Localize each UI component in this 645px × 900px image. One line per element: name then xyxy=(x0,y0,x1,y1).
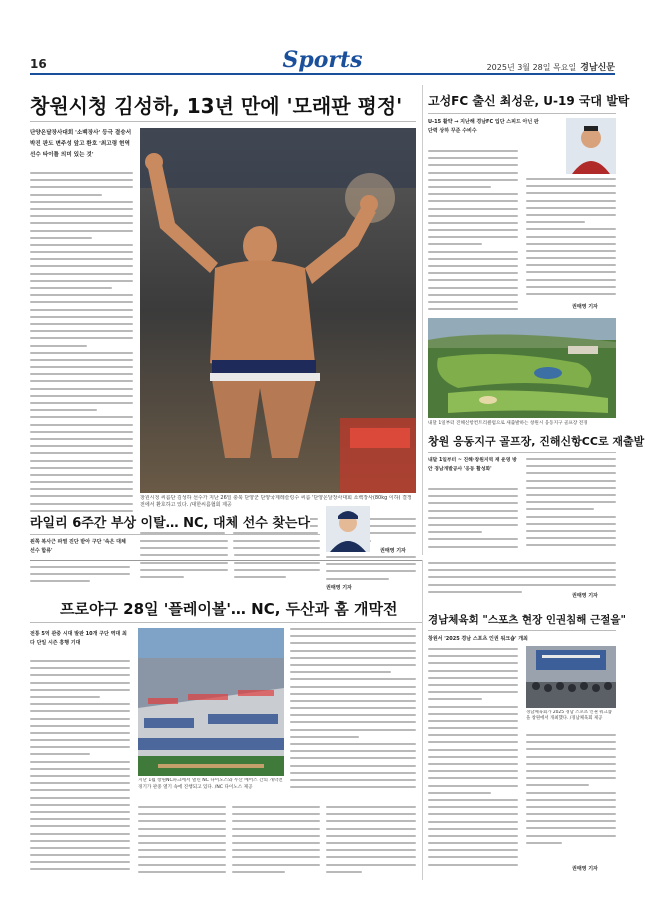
article5-rule xyxy=(30,622,422,623)
article5-subtitle: 전통 5억 관중 시대 발판 10개 구단 역대 최다 단일 시즌 흥행 기대 xyxy=(30,631,127,646)
article3-byline: 권태영 기자 xyxy=(326,585,352,591)
article2-byline: 권태영 기자 xyxy=(572,304,598,310)
article4-body-col1 xyxy=(428,488,518,556)
article5-body-col2 xyxy=(290,628,416,798)
article6-body-col1 xyxy=(428,648,518,880)
article5-headline: 프로야구 28일 '플레이볼'… NC, 두산과 홈 개막전 xyxy=(60,600,398,618)
article6-caption: 경남체육회가 2025 경남 스포츠 인권 워크숍을 창원에서 개최했다. /경남체육회 제공 xyxy=(526,710,613,722)
article5-photo xyxy=(138,628,284,776)
newspaper-name: 경남신문 xyxy=(580,63,615,73)
page-number: 16 xyxy=(30,57,47,71)
article4-body-col2 xyxy=(526,458,616,556)
article4-byline: 권태영 기자 xyxy=(572,593,598,599)
article6-body-col2 xyxy=(526,734,616,854)
article5-caption: 지난 1월 창원NC파크에서 열린 NC 다이노스와 두산 베어스 간의 개막전 경기가 관중 열기 속에 진행되고 있다. /NC 다이노스 제공 xyxy=(138,778,283,790)
article4-headline: 창원 응동지구 골프장, 진해신항CC로 재출발 xyxy=(428,435,645,448)
stadium-photo xyxy=(138,628,284,776)
article4-rule xyxy=(428,452,616,453)
article2-body-col1 xyxy=(428,150,518,312)
column-divider xyxy=(422,85,423,555)
article3-body-col1 xyxy=(30,566,130,590)
article6-subtitle: 창원서 '2025 경남 스포츠 인권 워크숍' 개최 xyxy=(428,636,528,642)
issue-date xyxy=(487,60,615,73)
article5-body-col5 xyxy=(326,806,416,880)
article4-caption: 내달 1일부터 진해신항컨트리클럽으로 새출발하는 창원시 웅동지구 골프장 전경 xyxy=(428,421,588,426)
player-portrait xyxy=(566,118,616,174)
article5-body-col4 xyxy=(232,806,320,880)
article3-body-col3 xyxy=(234,540,320,590)
article4-photo xyxy=(428,318,616,418)
date-text: 2025년 3월 28일 목요일 xyxy=(486,63,577,72)
article2-body-col2 xyxy=(526,178,616,300)
article6-headline: 경남체육회 "스포츠 현장 인권침해 근절을" xyxy=(428,614,626,626)
article6-byline: 권태영 기자 xyxy=(572,866,598,872)
article6-rule xyxy=(428,630,616,631)
pitcher-portrait xyxy=(326,506,370,552)
header-divider xyxy=(30,73,615,75)
article2-subtitle: U-15 활약 → 지난해 경남FC 입단 스피드 아닌 판단력 상하 꾸준 수비수 xyxy=(428,119,539,134)
article3-headline: 라일리 6주간 부상 이탈… NC, 대체 선수 찾는다 xyxy=(30,512,310,531)
section-title: Sports xyxy=(282,47,363,73)
article1-caption: 창원시청 씨름단 김성하 선수가 지난 26일 충북 단양군 단양국제레슬링수 씨름 '단양온달장사대회 소백장사(80kg 이하) 결정전에서 환호하고 있다. /대한씨름협회 제공 xyxy=(140,495,412,508)
article3-portrait xyxy=(326,506,370,552)
article5-body-col3 xyxy=(138,806,226,880)
article4-subtitle: 내달 1일부터 ~ 진해·창원지역 재 운영 방안 경남개발공사 '웅동 활성화' xyxy=(428,458,517,472)
article1-photo xyxy=(140,128,416,493)
article5-body-col1 xyxy=(30,660,130,880)
article2-rule xyxy=(428,113,616,114)
article3-subtitle: 왼쪽 복사근 파열 진단 받아 구단 '속은 대체 선수 합류' xyxy=(30,539,126,554)
article1-subtitle: 단양온달장사대회 '소백장사' 등극 결승서 박진 판도 변주성 앞고 환호 '최고령 현역 선수 타이틀 의미 있는 것' xyxy=(30,130,132,158)
article2-headline: 고성FC 출신 최성운, U-19 국대 발탁 xyxy=(428,94,630,108)
article3-rule xyxy=(30,534,320,535)
article2-portrait xyxy=(566,118,616,174)
workshop-photo xyxy=(526,646,616,708)
wrestler-photo xyxy=(140,128,416,493)
golf-course-aerial xyxy=(428,318,616,418)
article1-body-col1 xyxy=(30,172,133,532)
article6-photo xyxy=(526,646,616,708)
article1-byline: 권태영 기자 xyxy=(380,548,406,554)
article1-rule xyxy=(30,121,416,122)
column-divider-lower xyxy=(422,560,423,880)
article3-body-col2 xyxy=(140,540,228,590)
article1-headline: 창원시청 김성하, 13년 만에 '모래판 평정' xyxy=(30,94,403,118)
